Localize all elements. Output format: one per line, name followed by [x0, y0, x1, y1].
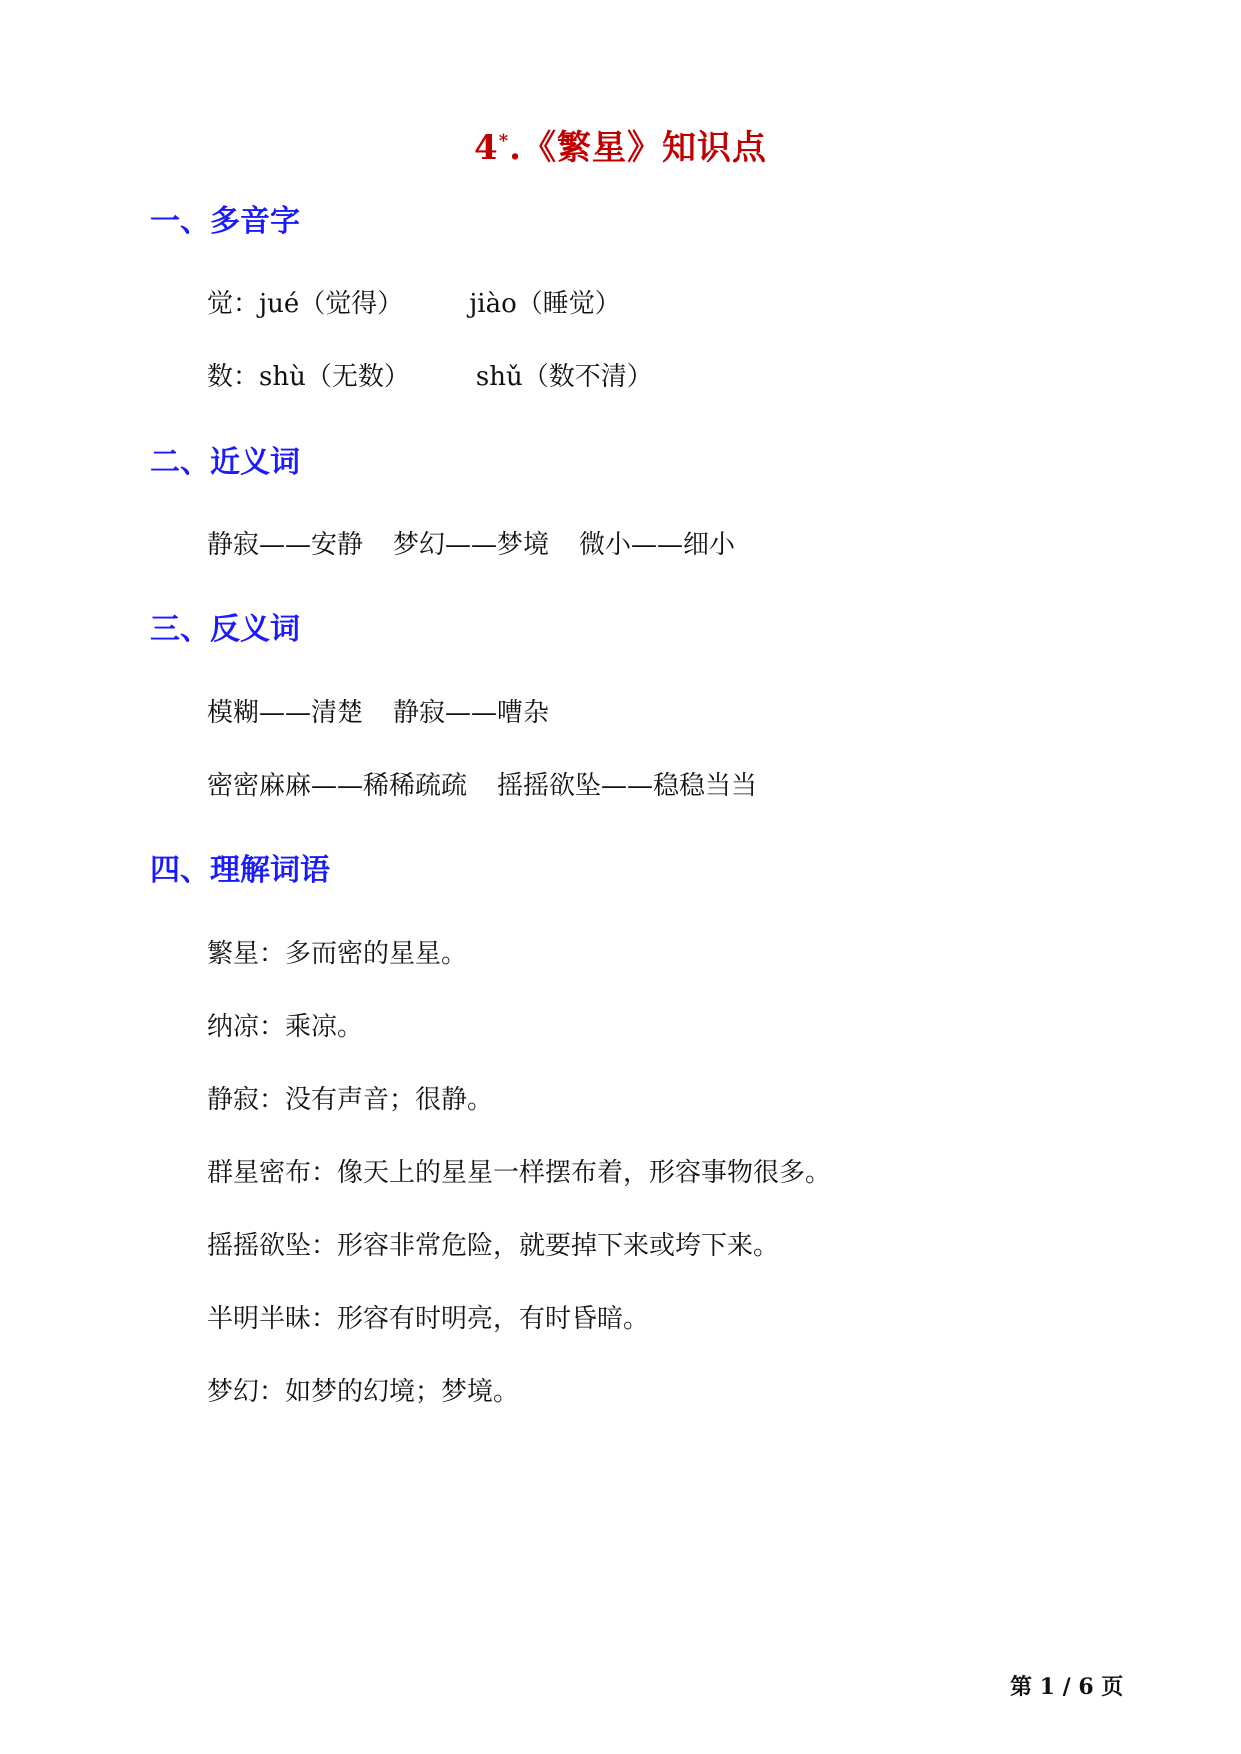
synonym-item: 静寂——安静	[207, 530, 364, 560]
polyphonic-row	[207, 283, 621, 320]
vocabulary-item: 梦幻：如梦的幻境；梦境。	[207, 1377, 520, 1407]
title-number: 4	[474, 128, 499, 168]
polyphonic-char: 觉：	[207, 289, 260, 319]
page-number: 第 1 / 6 页	[1010, 1674, 1124, 1700]
synonym-item: 微小——细小	[579, 530, 736, 560]
section-heading-antonyms: 三、反义词	[150, 612, 300, 647]
polyphonic-row	[207, 356, 653, 393]
polyphonic-reading: jué（觉得）	[259, 289, 404, 319]
title-star: *	[498, 130, 510, 152]
vocabulary-item: 纳凉：乘凉。	[207, 1012, 364, 1042]
page-title	[0, 120, 1241, 169]
antonym-line	[207, 692, 549, 729]
synonym-line	[207, 524, 735, 561]
title-text: .《繁星》知识点	[509, 128, 767, 168]
vocabulary-item: 半明半昧：形容有时明亮，有时昏暗。	[207, 1304, 650, 1334]
vocabulary-item: 摇摇欲坠：形容非常危险，就要掉下来或垮下来。	[207, 1231, 780, 1261]
vocabulary-item: 繁星：多而密的星星。	[207, 939, 468, 969]
polyphonic-reading: shǔ（数不清）	[475, 362, 653, 392]
polyphonic-reading: shù（无数）	[259, 362, 410, 392]
section-heading-synonyms: 二、近义词	[150, 445, 300, 480]
vocabulary-item: 群星密布：像天上的星星一样摆布着，形容事物很多。	[207, 1158, 832, 1188]
vocabulary-item: 静寂：没有声音；很静。	[207, 1085, 494, 1115]
synonym-item: 梦幻——梦境	[393, 530, 550, 560]
antonym-item: 静寂——嘈杂	[393, 698, 550, 728]
polyphonic-char: 数：	[207, 362, 260, 392]
section-heading-polyphonic: 一、多音字	[150, 204, 300, 239]
polyphonic-reading: jiào（睡觉）	[469, 289, 621, 319]
antonym-line	[207, 765, 757, 802]
antonym-item: 模糊——清楚	[207, 698, 364, 728]
antonym-item: 摇摇欲坠——稳稳当当	[497, 771, 758, 801]
section-heading-vocabulary: 四、理解词语	[150, 853, 330, 888]
antonym-item: 密密麻麻——稀稀疏疏	[207, 771, 468, 801]
